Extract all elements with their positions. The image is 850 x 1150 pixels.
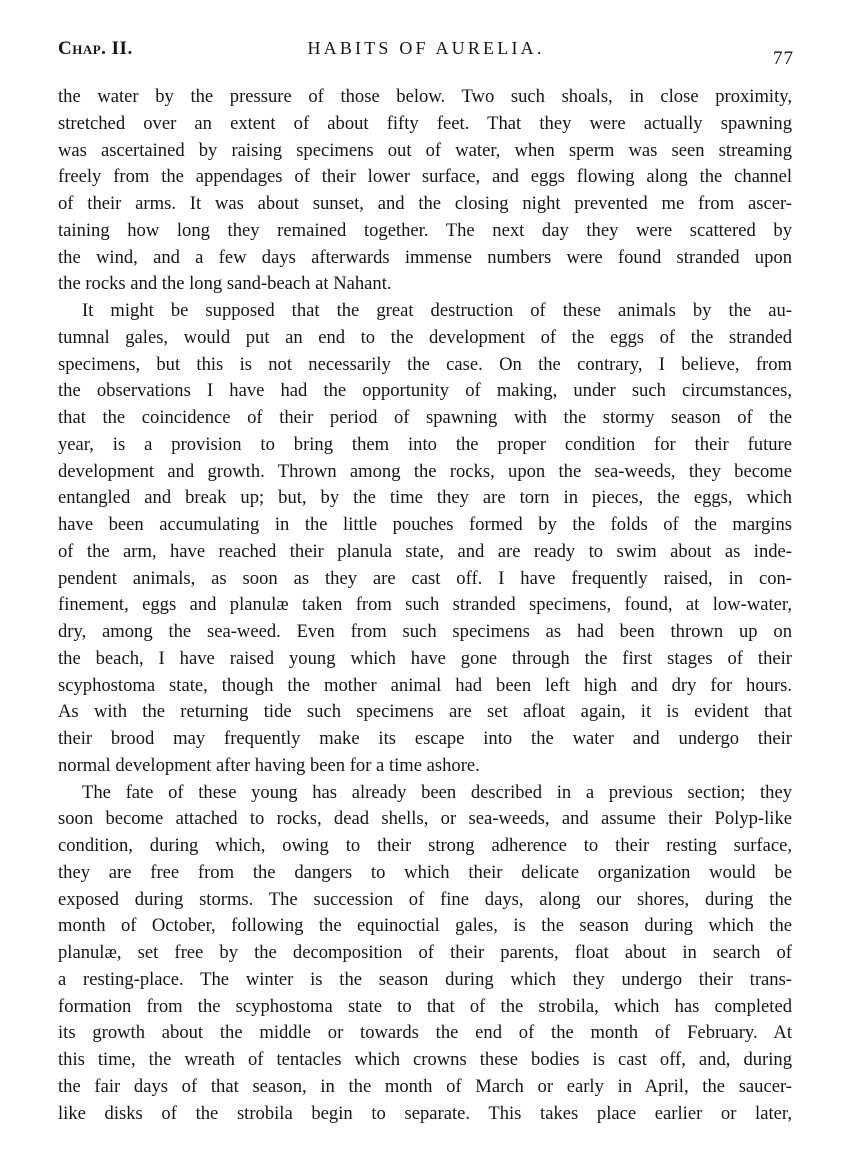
text-line: taining how long they remained together. The next day they were scattered by (58, 219, 792, 241)
text-line: planulæ, set free by the decomposition of their parents, float about in search of (58, 942, 792, 963)
text-line: entangled and break up; but, by the time they are torn in pieces, the eggs, which (58, 487, 792, 509)
text-line: have been accumulating in the little pouches formed by the folds of the margins (58, 514, 792, 535)
text-line: formation from the scyphostoma state to that of the strobila, which has completed (58, 995, 792, 1017)
text-line: this time, the wreath of tentacles which crowns these bodies is cast off, and, during (58, 1049, 792, 1070)
text-line: the beach, I have raised young which have gone through the first stages of their (58, 647, 792, 669)
running-header (58, 36, 794, 69)
text-line: normal development after having been for a time ashore. (58, 754, 480, 776)
body-text (58, 84, 792, 1127)
text-line: they are free from the dangers to which their delicate organization would be (58, 861, 792, 883)
text-line: development and growth. Thrown among the rocks, upon the sea-weeds, they become (58, 460, 792, 482)
text-line: freely from the appendages of their lower surface, and eggs flowing along the channel (58, 166, 792, 188)
text-line: the water by the pressure of those below. Two such shoals, in close proximity, (58, 86, 792, 107)
text-line: the rocks and the long sand-beach at Nahant. (58, 273, 392, 295)
text-line: year, is a provision to bring them into the proper condition for their future (58, 433, 792, 455)
chapter-label: Chap. II. (58, 38, 133, 59)
text-line: condition, during which, owing to their strong adherence to their resting surface, (58, 835, 792, 856)
text-line: was ascertained by raising specimens out of water, when sperm was seen streaming (58, 139, 792, 161)
text-line: month of October, following the equinoctial gales, is the season during which the (58, 915, 792, 937)
text-line: the wind, and a few days afterwards immense numbers were found stranded upon (58, 246, 792, 268)
text-line: specimens, but this is not necessarily the case. On the contrary, I believe, from (58, 353, 792, 375)
text-line: of their arms. It was about sunset, and the closing night prevented me from ascer- (58, 193, 792, 214)
text-line: It might be supposed that the great destruction of these animals by the au- (82, 300, 792, 321)
text-line: like disks of the strobila begin to separate. This takes place earlier or later, (58, 1102, 792, 1124)
text-line: dry, among the sea-weed. Even from such specimens as had been thrown up on (58, 621, 792, 642)
text-line: scyphostoma state, though the mother animal had been left high and dry for hours. (58, 674, 792, 696)
page-number: 77 (773, 48, 794, 69)
text-line: As with the returning tide such specimens are set afloat again, it is evident that (58, 701, 792, 723)
text-line: the fair days of that season, in the month of March or early in April, the saucer- (58, 1075, 792, 1097)
text-line: of the arm, have reached their planula state, and are ready to swim about as inde- (58, 540, 792, 562)
paragraph (58, 84, 792, 298)
text-line: a resting-place. The winter is the season during which they undergo their trans- (58, 968, 792, 990)
paragraph (58, 298, 792, 780)
text-line: stretched over an extent of about fifty feet. That they were actually spawning (58, 112, 792, 134)
paragraph (58, 780, 792, 1128)
text-line: The fate of these young has already been described in a previous section; they (82, 781, 792, 803)
text-line: soon become attached to rocks, dead shells, or sea-weeds, and assume their Polyp-like (58, 808, 792, 830)
text-line: that the coincidence of their period of spawning with the stormy season of the (58, 407, 792, 428)
text-line: their brood may frequently make its escape into the water and undergo their (58, 728, 792, 749)
text-line: pendent animals, as soon as they are cast off. I have frequently raised, in con- (58, 567, 792, 589)
page-title: HABITS OF AURELIA. (307, 38, 545, 58)
text-line: its growth about the middle or towards the end of the month of February. At (58, 1022, 792, 1044)
text-line: the observations I have had the opportunity of making, under such circumstances, (58, 380, 792, 402)
text-line: tumnal gales, would put an end to the development of the eggs of the stranded (58, 326, 792, 348)
text-line: exposed during storms. The succession of fine days, along our shores, during the (58, 888, 792, 910)
text-line: finement, eggs and planulæ taken from such stranded specimens, found, at low-water, (58, 594, 792, 616)
